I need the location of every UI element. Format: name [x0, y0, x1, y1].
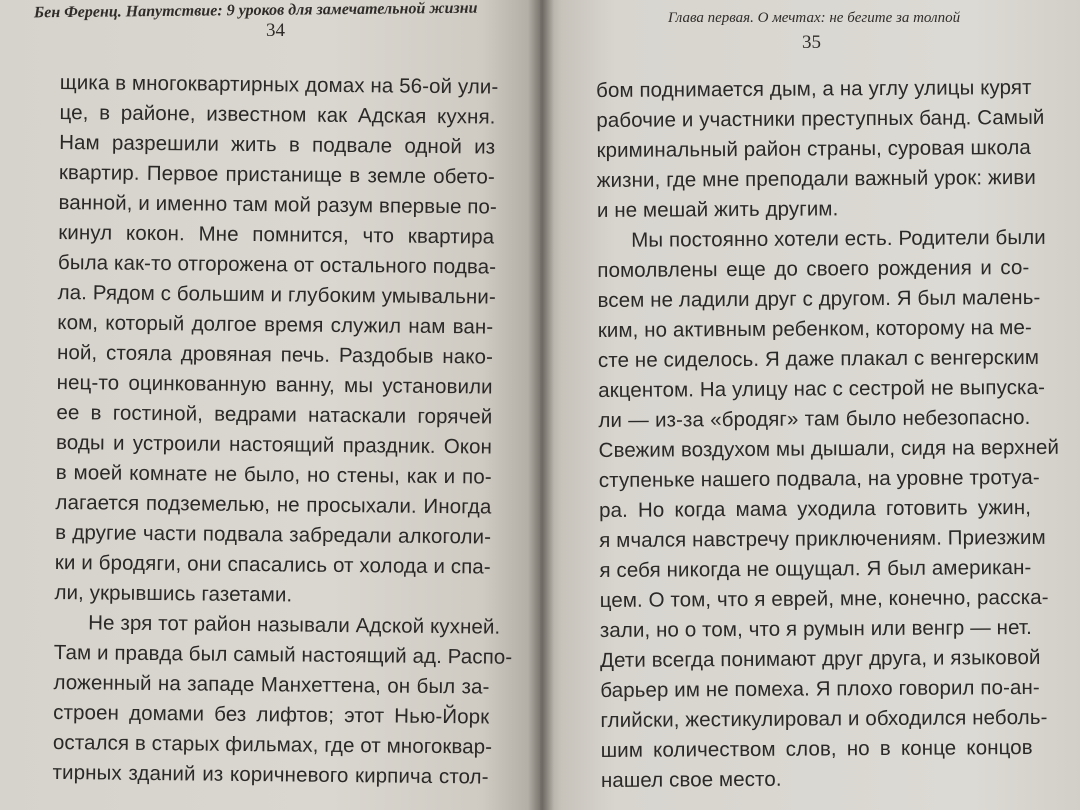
text-line: рабочие и участники преступных банд. Самый [596, 105, 1045, 132]
text-line: ванной, и именно там мой разум впервые по- [58, 190, 498, 219]
text-line: Дети всегда понимают друг друга, и языковой [600, 645, 1041, 672]
text-line: строен домами без лифтов; этот Нью-Йорк [53, 700, 490, 729]
text-line: Мы постоянно хотели есть. Родители были [631, 225, 1046, 252]
text-line: Нам разрешили жить в подвале одной из [59, 130, 496, 159]
text-line: це, в районе, известном как Адская кухня. [59, 100, 496, 129]
text-line: Свежим воздухом мы дышали, сидя на верхней [598, 435, 1060, 462]
text-line: тирных зданий из коричневого кирпича стол- [52, 760, 489, 789]
text-line: сте не сиделось. Я даже плакал с венгерским [597, 345, 1040, 372]
text-line: ла. Рядом с большим и глубоким умывальни- [57, 280, 496, 309]
text-line: нашел свое место. [600, 767, 782, 792]
text-line: ступеньке нашего подвала, на уровне тротуа- [598, 465, 1040, 492]
text-line: Не зря тот район называли Адской кухней. [88, 611, 501, 639]
text-line: шим количеством слов, но в конце концов [600, 735, 1033, 762]
text-line: ли, укрывшись газетами. [54, 580, 293, 607]
text-line: и не мешай жить другим. [596, 197, 839, 222]
left-page-number: 34 [266, 20, 285, 41]
text-line: ком, который долгое время служил нам ван- [57, 310, 494, 339]
right-running-head: Глава первая. О мечтах: не бегите за толпой [668, 10, 961, 26]
text-line: бом поднимается дым, а на углу улицы курят [596, 75, 1032, 102]
text-line: щика в многоквартирных домах на 56-ой ули- [59, 70, 499, 99]
text-line: всем не ладили друг с другом. Я был малень- [597, 285, 1041, 312]
text-line: остался в старых фильмах, где от многоквар- [52, 730, 493, 759]
text-line: цем. О том, что я еврей, мне, конечно, расска- [599, 585, 1049, 612]
text-line: в моей комнате не было, но стены, как и по- [55, 460, 492, 489]
text-line: акцентом. На улицу нас с сестрой не выпуска- [598, 375, 1046, 402]
text-line: воды и устроили настоящий праздник. Окон [55, 430, 493, 459]
book-gutter [528, 0, 554, 810]
text-line: нец-то оцинкованную ванну, мы установили [56, 370, 493, 399]
text-line: Там и правда был самый настоящий ад. Распо- [53, 640, 513, 669]
text-line: криминальный район страны, суровая школа [596, 135, 1031, 162]
left-page-text [52, 68, 513, 793]
text-line: ким, но активным ребенком, которому на ме- [597, 315, 1032, 342]
text-line: зали, но о том, что я румын или венгр — нет. [599, 615, 1032, 642]
right-page [540, 0, 1080, 810]
text-line: лагается подземелью, не просыхали. Иногда [55, 490, 492, 519]
right-page-number: 35 [802, 32, 821, 53]
text-line: ной, стояла дровяная печь. Раздобыв нако- [56, 340, 494, 369]
text-line: я мчался навстречу приключениям. Приезжим [599, 525, 1046, 552]
text-line: была как-то отгорожена от остального подва- [57, 250, 497, 279]
text-line: глийски, жестикулировал и обходился неболь- [600, 705, 1048, 732]
text-line: жизни, где мне преподали важный урок: живи [596, 165, 1036, 192]
text-line: помолвлены еще до своего рождения и со- [597, 255, 1030, 282]
text-line: ложенный на западе Манхеттена, он был за- [53, 670, 490, 699]
text-line: квартир. Первое пристанище в земле обето- [58, 160, 496, 189]
text-line: ра. Но когда мама уходила готовить ужин, [598, 495, 1032, 522]
text-line: ли — из-за «бродяг» там было небезопасно. [598, 405, 1031, 432]
text-line: в другие части подвала забредали алкоголи- [55, 520, 492, 549]
left-running-head: Бен Ференц. Напутствие: 9 уроков для замечательной жизни [33, 0, 478, 22]
text-line: барьер им не помеха. Я плохо говорил по-ан- [600, 675, 1040, 702]
right-page-text [596, 73, 1060, 796]
text-line: ее в гостиной, ведрами натаскали горячей [56, 400, 493, 429]
text-line: я себя никогда не ощущал. Я был американ- [599, 555, 1032, 582]
text-line: кинул кокон. Мне помнится, что квартира [58, 220, 495, 249]
text-line: ки и бродяги, они спасались от холода и спа- [54, 550, 491, 579]
